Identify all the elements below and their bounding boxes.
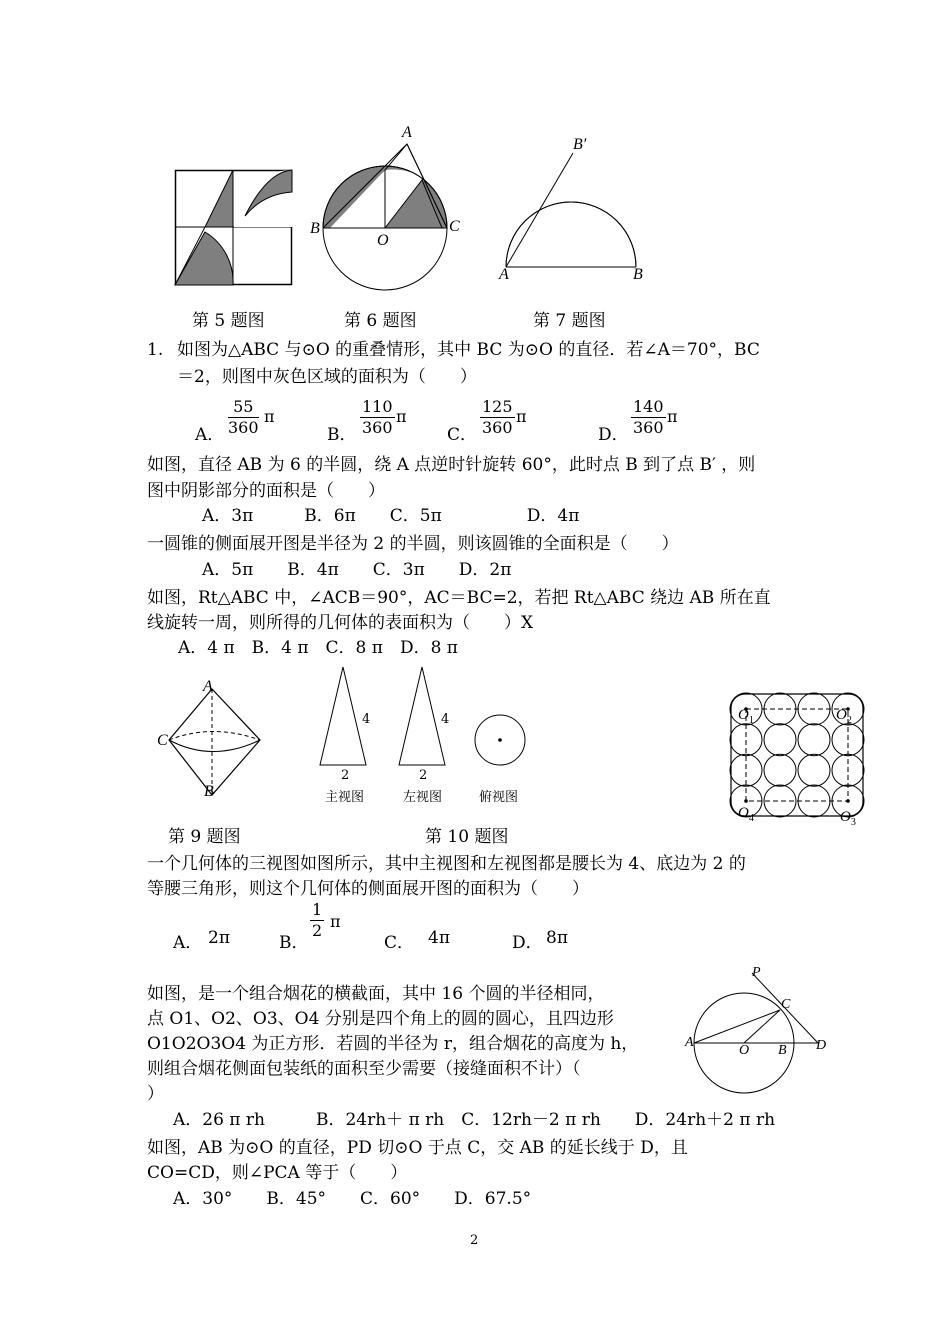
f11-label-o2: $O_2$ [836,707,852,726]
figure-12 [690,965,830,1095]
q6-options: A．26 π rh B．24rh＋ π rh C．12rh－2 π rh D．24rh＋2 π rh [173,1110,776,1130]
f6-label-o: O [377,232,389,249]
q1-option-b: B． [327,425,357,445]
q5-d-value: 8π [546,928,568,948]
page-number: 2 [470,1233,479,1248]
q5-a-value: 2π [208,928,230,948]
q6-line2: 点 O1、O2、O3、O4 分别是四个角上的圆的圆心，且四边形 [147,1009,614,1029]
q5-c-value: 4π [428,928,450,948]
caption-fig7: 第 7 题图 [533,311,606,331]
q5-b-pi: π [330,912,341,931]
f9-label-b: B [204,783,214,800]
q5-option-d: D． [512,933,543,953]
f11-circle [798,754,830,786]
q1-b-fraction: $\frac{110}{360}$ [362,397,393,437]
q1-line2: ＝2，则图中灰色区域的面积为（ ） [177,367,477,387]
q5-b-fraction: $\frac{1}{2}$ [312,900,323,940]
q2-options: A．3π B．6π C．5π D．4π [202,506,580,526]
q1-option-c: C． [447,425,478,445]
f6-label-a: A [402,124,412,141]
q1-a-pi: π [264,407,275,426]
q1-d-fraction: $\frac{140}{360}$ [633,397,664,437]
f10-front-view-label: 主视图 [325,790,365,805]
q2-line2: 图中阴影部分的面积是（ ） [147,481,385,501]
q7-options: A．30° B．45° C．60° D．67.5° [173,1189,532,1209]
f12-label-o: O [739,1043,750,1058]
f9-label-a: A [203,678,213,695]
f12-label-a: A [685,1035,694,1050]
q5-line2: 等腰三角形，则这个几何体的侧面展开图的面积为（ ） [147,879,589,899]
q5-line1: 一个几何体的三视图如图所示，其中主视图和左视图都是腰长为 4、底边为 2 的 [147,854,746,874]
f12-label-d: D [816,1038,827,1053]
q4-options: A．4 π B．4 π C．8 π D．8 π [178,638,458,658]
q6-line3: O1O2O3O4 为正方形．若圆的半径为 r，组合烟花的高度为 h， [147,1034,639,1054]
q1-d-pi: π [667,407,678,426]
f10-left-view-label: 左视图 [403,790,443,805]
q4-line1: 如图，Rt△ABC 中，∠ACB＝90°，AC＝BC=2，若把 Rt△ABC 绕边 AB 所在直 [147,588,771,608]
q7-line2: CO=CD，则∠PCA 等于（ ） [147,1163,408,1183]
caption-fig9: 第 9 题图 [168,827,241,847]
q1-a-fraction: $\frac{55}{360}$ [228,397,259,437]
q6-line5: ） [147,1084,164,1104]
figure-7 [470,145,650,275]
f9-label-c: C [157,732,168,749]
caption-fig10: 第 10 题图 [425,827,509,847]
q3-options: A．5π B．4π C．3π D．2π [202,560,512,580]
f6-label-c: C [449,218,460,235]
f11-circle [764,754,796,786]
f10-top-view-label: 俯视图 [479,790,519,805]
f11-label-o3: $O_3$ [840,809,856,828]
q3-line1: 一圆锥的侧面展开图是半径为 2 的半圆，则该圆锥的全面积是（ ） [147,534,679,554]
q2-line1: 如图，直径 AB 为 6 的半圆，绕 A 点逆时针旋转 60°，此时点 B 到了点 B′ ，则 [147,455,756,475]
q4-line2: 线旋转一周，则所得的几何体的表面积为（ ）X [147,613,534,633]
f12-label-b: B [778,1043,787,1058]
f11-circle [798,724,830,756]
f11-label-o1: $O_1$ [738,707,754,726]
q6-line1: 如图，是一个组合烟花的横截面，其中 16 个圆的半径相同， [147,984,605,1004]
figure-6 [310,140,460,300]
q1-option-a: A． [195,425,225,445]
caption-fig5: 第 5 题图 [192,311,265,331]
q1-option-d: D． [598,425,629,445]
f12-label-p: P [752,965,761,980]
f11-circle [764,724,796,756]
figure-9 [165,683,265,803]
f12-label-c: C [781,997,791,1012]
q6-line4: 则组合烟花侧面包装纸的面积至少需要（接缝面积不计）（ [147,1059,581,1079]
caption-fig6: 第 6 题图 [344,311,417,331]
f10-base-left: 2 [419,768,428,783]
f7-label-bprime: B′ [573,136,587,153]
f10-side-front: 4 [362,712,371,727]
q5-option-c: C． [384,933,415,953]
q1-c-fraction: $\frac{125}{360}$ [482,397,513,437]
figure-5 [175,170,293,286]
figure-10 [315,665,535,770]
q5-option-a: A． [173,933,203,953]
f11-label-o4: $O_4$ [738,805,754,824]
q1-line1: 如图为△ABC 与⊙O 的重叠情形，其中 BC 为⊙O 的直径．若∠A＝70°，BC [177,340,760,360]
f7-label-b: B [633,266,643,283]
f7-label-a: A [499,266,509,283]
q7-line1: 如图，AB 为⊙O 的直径，PD 切⊙O 于点 C，交 AB 的延长线于 D，且 [147,1138,688,1158]
f10-base-front: 2 [341,768,350,783]
f10-side-left: 4 [441,712,450,727]
f6-label-b: B [310,220,320,237]
q1-number: 1. [147,340,164,360]
q1-c-pi: π [516,407,527,426]
q5-option-b: B． [279,933,309,953]
q1-b-pi: π [396,407,407,426]
